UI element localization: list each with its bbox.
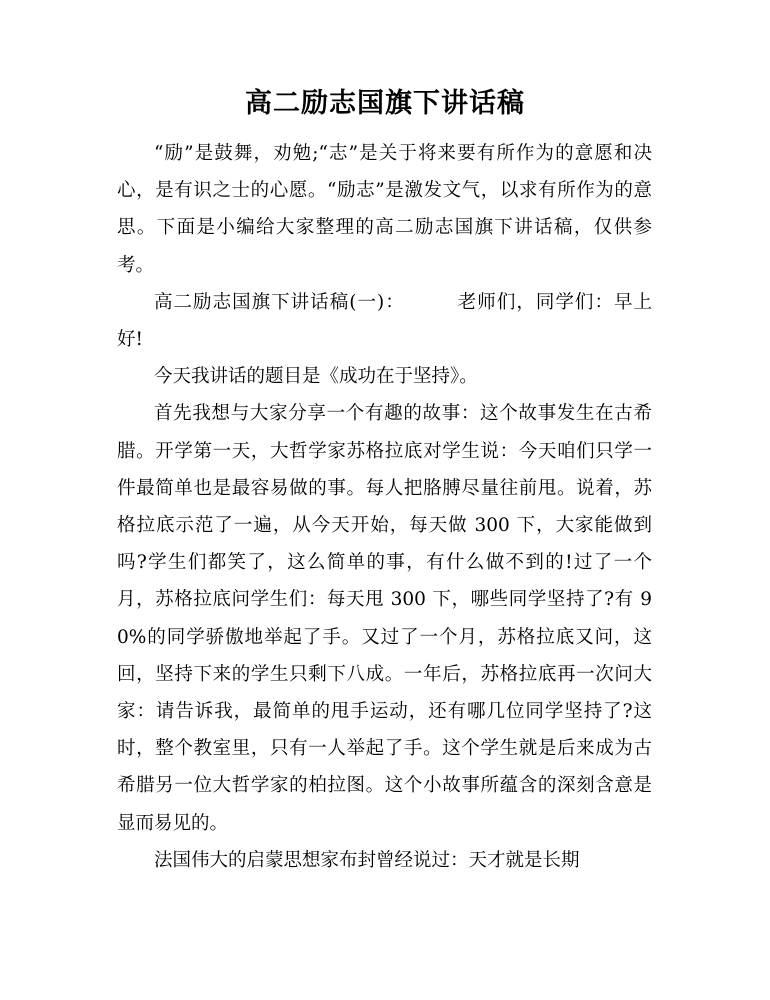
topic-paragraph: 今天我讲话的题目是《成功在于坚持》。 — [154, 366, 478, 388]
story-paragraph: 首先我想与大家分享一个有趣的故事：这个故事发生在古希腊。开学第一天，大哲学家苏格拉底对学生说：今天咱们只学一件最简单也是最容易做的事。每人把胳膊尽量往前甩。说着，苏格拉底示范了一遍，从今天开始，每天做 300 下，大家能做到吗?学生们都笑了，这么简单的事，有什么做不到的!过了一个月，苏格拉底问学生们：每天甩 300 下，哪些同学坚持了?有 90%的同学骄傲地举起了手。又过了一个月，苏格拉底又问，这回，坚持下来的学生只剩下八成。一年后，苏格拉底再一次问大家：请告诉我，最简单的甩手运动，还有哪几位同学坚持了?这时，整个教室里，只有一人举起了手。这个学生就是后来成为古希腊另一位大哲学家的柏拉图。这个小故事所蕴含的深刻含意是显而易见的。 — [117, 403, 652, 834]
speech-heading: 高二励志国旗下讲话稿(一)： — [154, 291, 405, 313]
speech-heading-paragraph — [117, 284, 652, 358]
document-title: 高二励志国旗下讲话稿 — [245, 88, 525, 119]
greeting-text: 老师们，同学们：早上好! — [117, 291, 652, 351]
quote-paragraph: 法国伟大的启蒙思想家布封曾经说过：天才就是长期 — [154, 849, 580, 871]
document-body — [117, 135, 652, 879]
intro-paragraph: “励”是鼓舞，劝勉;“志”是关于将来要有所作为的意愿和决心，是有识之士的心愿。“励志”是激发文气，以求有所作为的意思。下面是小编给大家整理的高二励志国旗下讲话稿，仅供参考。 — [117, 143, 652, 276]
